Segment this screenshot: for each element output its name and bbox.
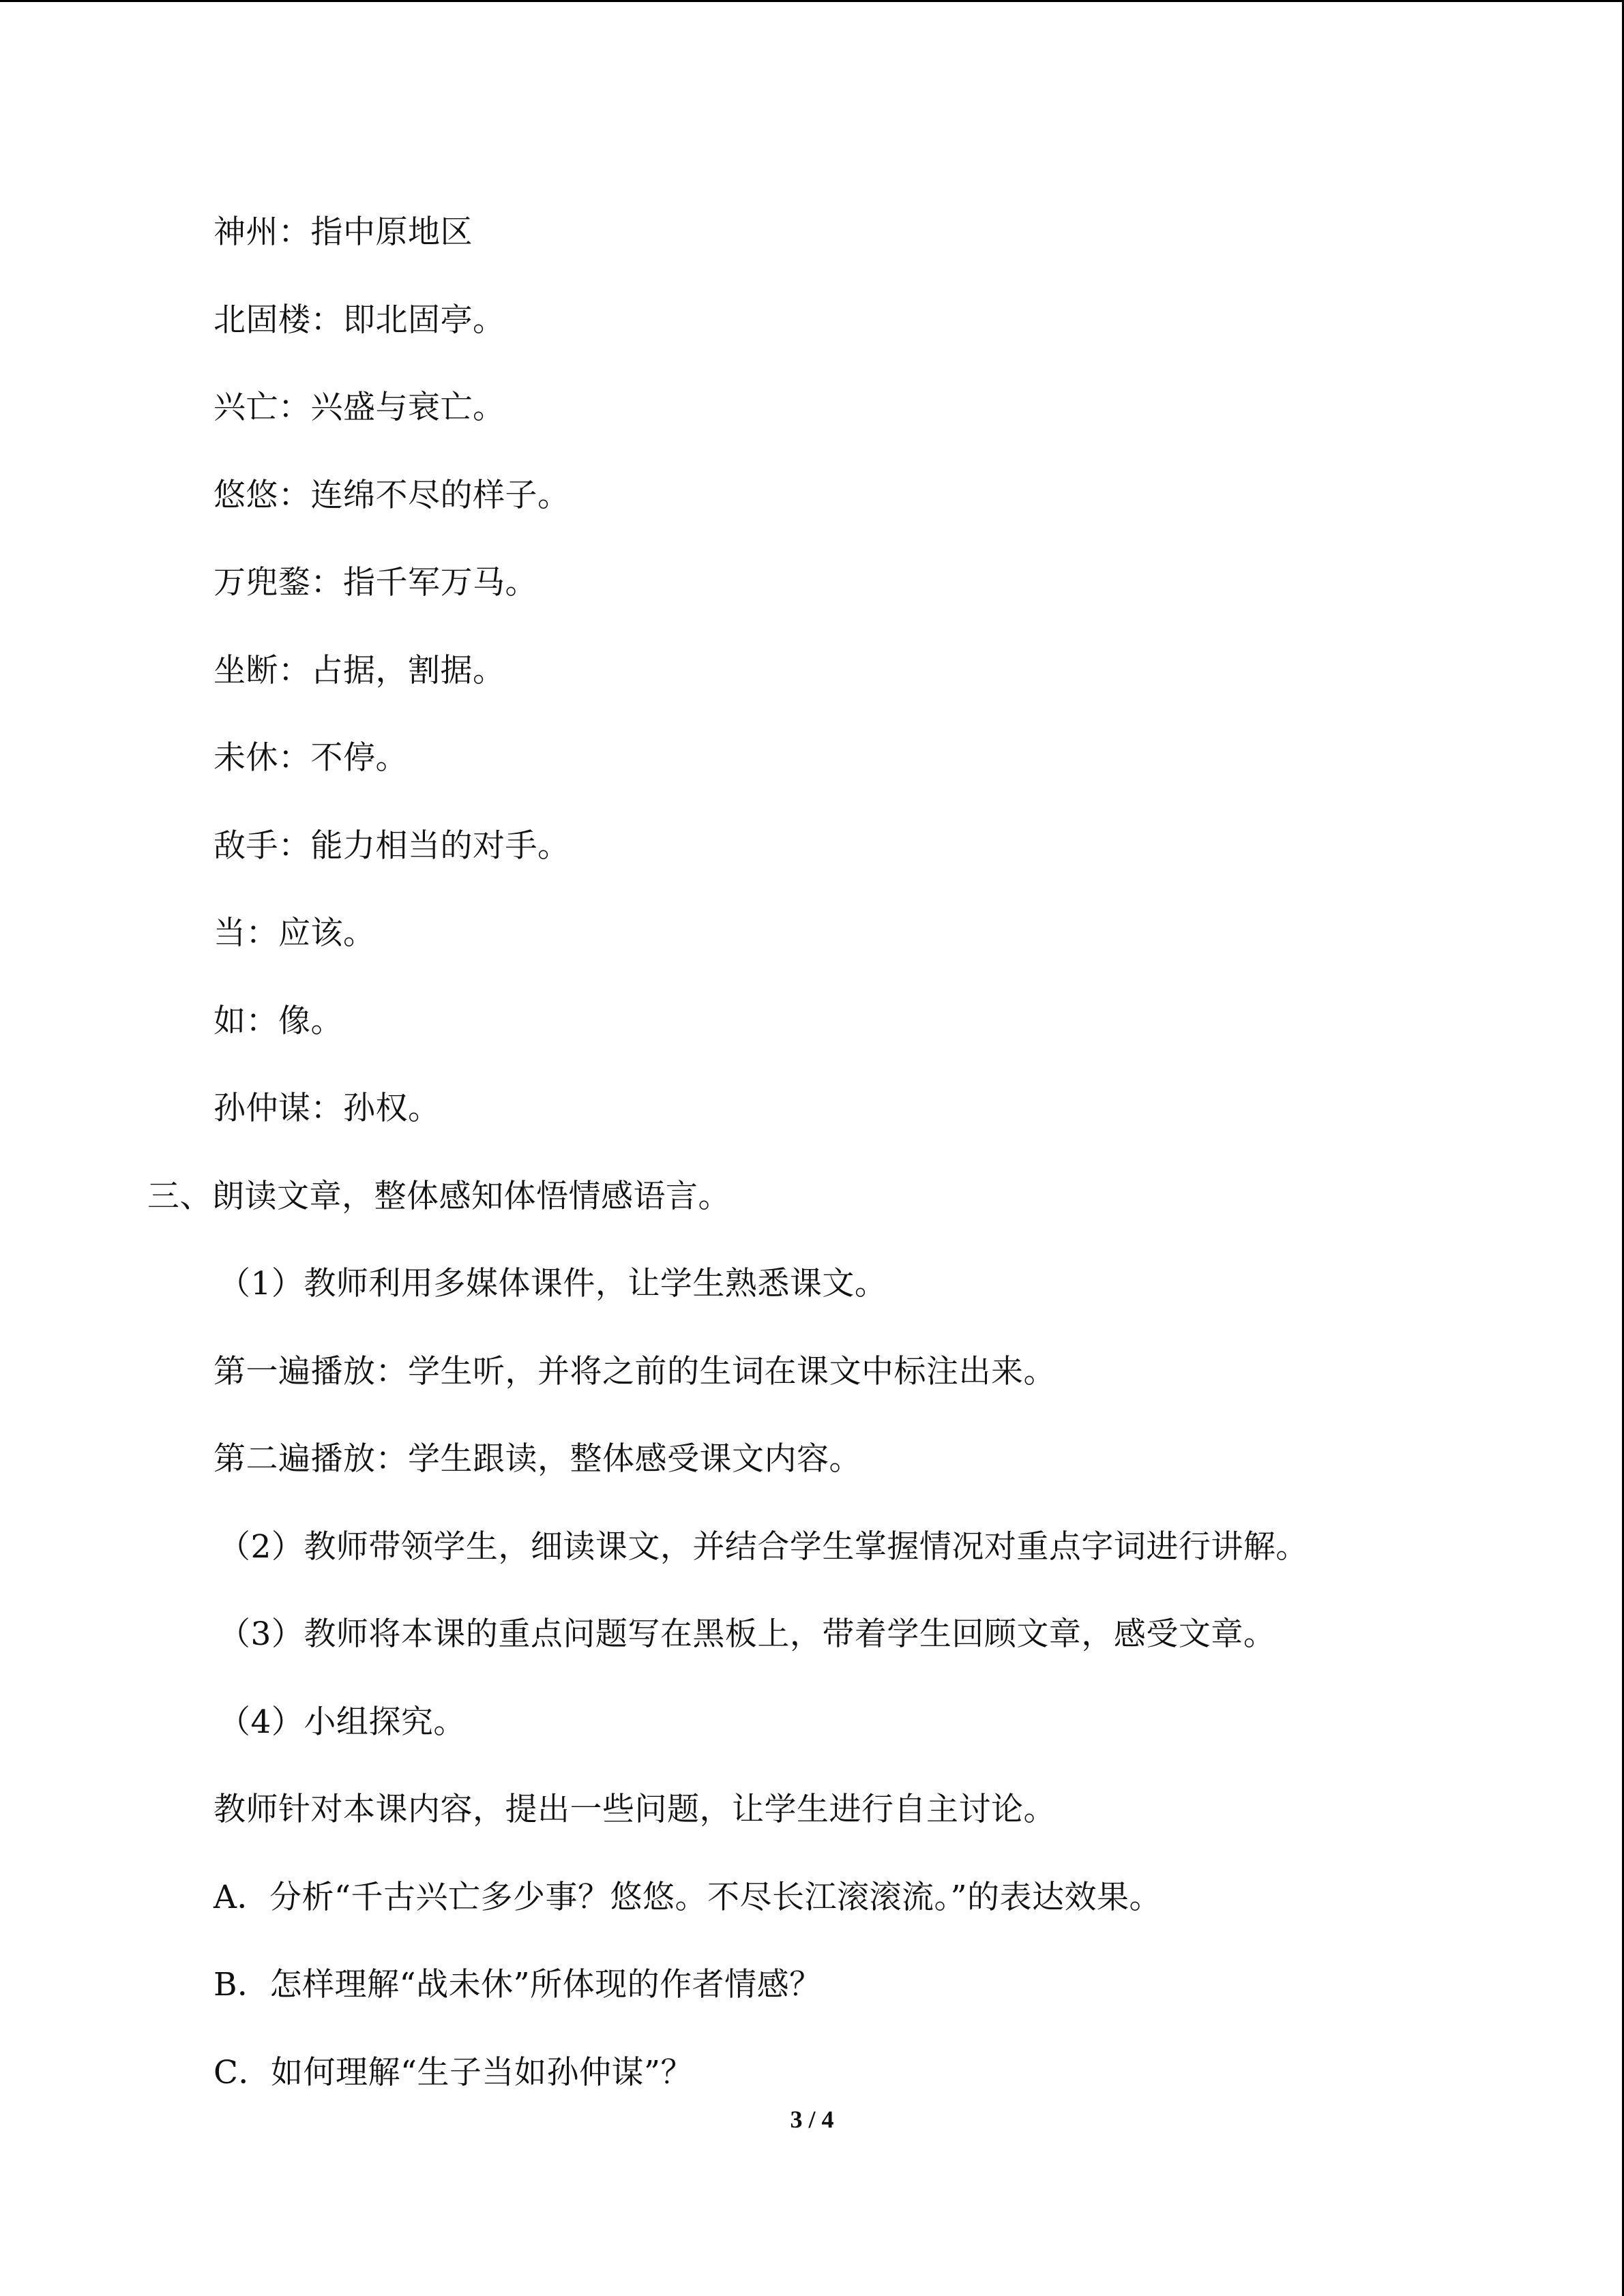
question-item: A．分析“千古兴亡多少事？悠悠。不尽长江滚滚流。”的表达效果。 bbox=[213, 1879, 1162, 1916]
glossary-item: 敌手：能力相当的对手。 bbox=[213, 827, 570, 865]
glossary-item: 神州：指中原地区 bbox=[213, 213, 473, 251]
question-item: B．怎样理解“战未休”所体现的作者情感？ bbox=[213, 1966, 822, 2003]
glossary-item: 悠悠：连绵不尽的样子。 bbox=[213, 477, 570, 514]
question-item: C．如何理解“生子当如孙仲谋”？ bbox=[213, 2054, 694, 2091]
page-number: 3 / 4 bbox=[790, 2106, 834, 2133]
section-heading: 三、朗读文章，整体感知体悟情感语言。 bbox=[147, 1178, 730, 1215]
glossary-item: 坐断：占据，割据。 bbox=[213, 652, 505, 689]
glossary-item: 万兜鍪：指千军万马。 bbox=[213, 564, 537, 601]
body-paragraph: 教师针对本课内容，提出一些问题，让学生进行自主讨论。 bbox=[213, 1791, 1056, 1828]
step-item: （2）教师带领学生，细读课文，并结合学生掌握情况对重点字词进行讲解。 bbox=[218, 1528, 1308, 1566]
step-item: （3）教师将本课的重点问题写在黑板上，带着学生回顾文章，感受文章。 bbox=[218, 1615, 1276, 1653]
step-item: （1）教师利用多媒体课件，让学生熟悉课文。 bbox=[218, 1265, 887, 1302]
glossary-item: 如：像。 bbox=[213, 1002, 343, 1040]
glossary-item: 孙仲谋：孙权。 bbox=[213, 1090, 441, 1127]
glossary-item: 兴亡：兴盛与衰亡。 bbox=[213, 389, 505, 426]
body-paragraph: 第二遍播放：学生跟读，整体感受课文内容。 bbox=[213, 1440, 861, 1478]
glossary-item: 当：应该。 bbox=[213, 914, 376, 952]
glossary-item: 未休：不停。 bbox=[213, 739, 408, 777]
step-item: （4）小组探究。 bbox=[218, 1703, 466, 1741]
body-paragraph: 第一遍播放：学生听，并将之前的生词在课文中标注出来。 bbox=[213, 1353, 1056, 1390]
glossary-item: 北固楼：即北固亭。 bbox=[213, 301, 505, 339]
page-top-border bbox=[0, 0, 1624, 2]
